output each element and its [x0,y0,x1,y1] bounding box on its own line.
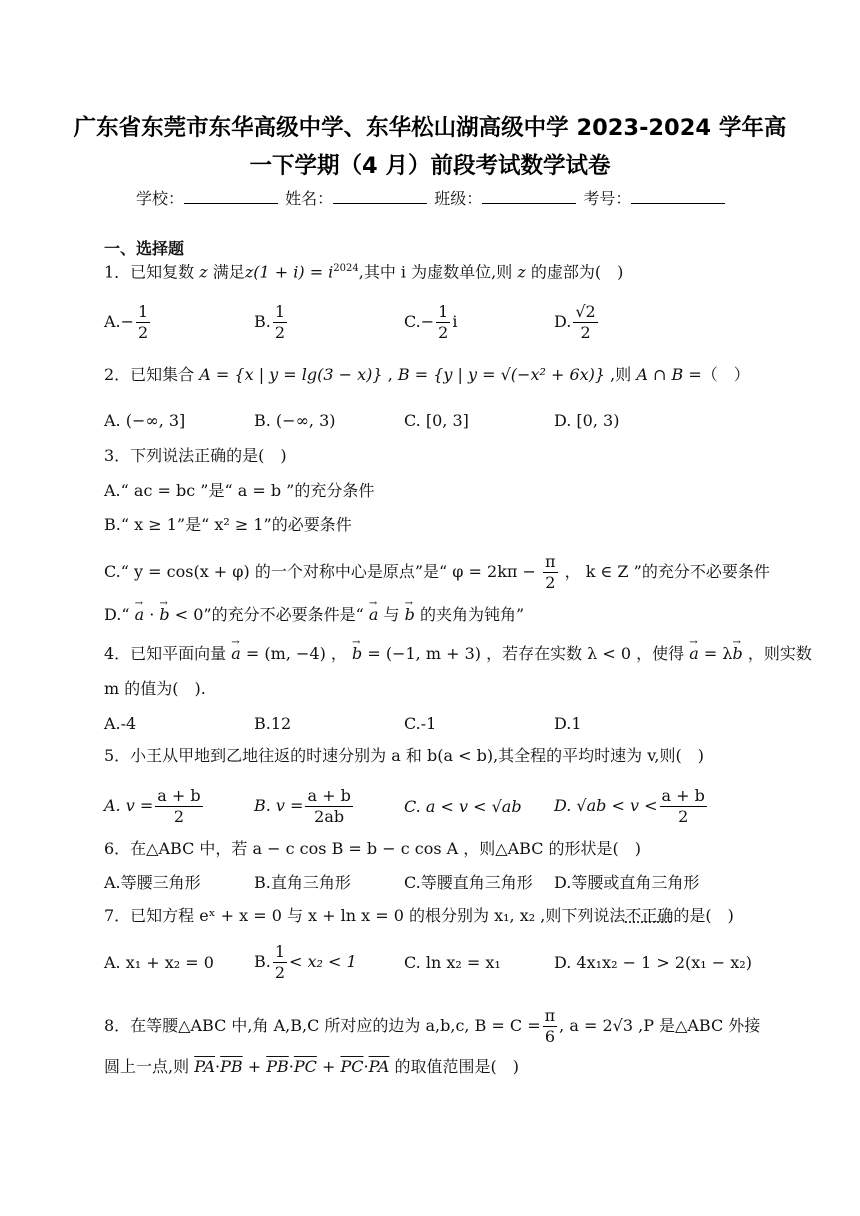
q4-text-b: = (m, −4) ， [240,644,352,663]
vector-pc: $\overline{PC}$ [293,1057,317,1076]
vector-pc: $\overline{PC}$ [340,1057,364,1076]
frac-num: a + b [307,786,351,805]
frac-den: 2 [678,807,689,826]
q2-set-a: A = {x | y = lg(3 − x)} [199,365,383,384]
q4-stem-line1 [104,643,812,665]
vector-b: → b [159,604,169,626]
q8-text-c: 圆上一点,则 [104,1057,195,1076]
q7-b-pre: B. [254,952,271,971]
q1-var-z: z [199,262,208,282]
frac-den: 2 [138,323,149,342]
q3-d-dot: · [144,605,160,624]
frac-num: a + b [661,786,705,805]
exam-title-line2: 一下学期（4 月）前段考试数学试卷 [249,153,611,179]
student-info-line [136,186,727,209]
q1-option-b[interactable] [254,302,289,343]
q1-opt-b-label: B. [254,312,271,331]
q1-expr: z(1 + i) = i [244,262,334,282]
q8-stem-line2: 圆上一点,则 $\overline{PA}\cdot\overline{PB} + \overline{PB}\cdot\overline{PC} + \overline{PC}\cdot\overline{PA}$ 的取值范围是( ) [104,1057,520,1076]
q4-text-d: = λ [698,644,733,663]
exam-title-line1: 广东省东莞市东华高级中学、东华松山湖高级中学 2023-2024 学年高 [73,115,787,141]
q3-option-c[interactable] [104,552,770,593]
q5-c-text: C. a < v < √ab [404,797,522,816]
q2-set-b: B = {y | y = √(−x² + 6x)} [397,365,606,384]
q3-option-a[interactable]: A.“ ac = bc ”是“ a = b ”的充分条件 [104,481,375,500]
q4-option-c[interactable]: C.-1 [404,714,437,733]
q4-option-a[interactable]: A.-4 [104,714,137,733]
q7-stem-a: 7．已知方程 eˣ + x = 0 与 x + ln x = 0 的根分别为 x₁, x₂ ,则下列说法 [104,906,626,925]
school-blank[interactable] [184,189,278,204]
exam-no-label: 考号： [583,189,632,208]
q7-option-b[interactable] [254,942,357,983]
q3-d-text-d: 的夹角为钝角” [414,605,525,624]
q1-stem-a: 1．已知复数 [104,262,200,282]
vector-pa: $\overline{PA}$ [368,1057,390,1076]
q7-stem-b: 的是( ) [673,906,734,925]
vector-a: → a [231,643,241,665]
frac-den: 2ab [314,807,345,826]
q2-stem [104,364,750,386]
q1-opt-b-frac [273,302,287,343]
frac-num: π [544,1006,556,1025]
q4-text-c: = (−1, m + 3) ，若存在实数 λ < 0 ，使得 [362,644,690,663]
vector-b: → b [405,604,415,626]
q1-opt-a-frac [136,302,150,343]
q5-stem: 5．小王从甲地到乙地往返的时速分别为 a 和 b(a < b),其全程的平均时速为 v,则( ) [104,746,704,765]
q1-opt-d-frac [573,302,597,343]
q8-frac [543,1006,558,1047]
q1-option-d[interactable] [554,302,600,343]
q1-opt-d-label: D. [554,312,572,331]
q1-opt-a-sign: − [120,312,135,331]
q7-b-post: < x₂ < 1 [289,952,357,971]
q1-stem-b: 满足 [207,262,245,282]
q7-option-a[interactable]: A. x₁ + x₂ = 0 [104,953,214,972]
q6-option-d[interactable]: D.等腰或直角三角形 [554,873,700,892]
q2-option-d[interactable]: D. [0, 3) [554,411,620,430]
q5-a-frac [155,786,202,827]
q2-option-b[interactable]: B. (−∞, 3) [254,411,336,430]
q5-option-c[interactable] [404,796,522,818]
frac-den: 2 [545,573,556,592]
frac-num: 1 [274,302,286,321]
q5-d-frac [660,786,707,827]
q1-opt-c-i: i [452,312,458,331]
q1-option-a[interactable] [104,302,152,343]
q8-text-d: 的取值范围是( ) [389,1057,520,1076]
q1-stem [104,258,623,283]
exam-no-blank[interactable] [631,189,725,204]
q2-intersection: A ∩ B = [636,365,702,384]
frac-den: 2 [274,323,286,342]
q3-stem: 3．下列说法正确的是( ) [104,446,287,465]
class-label: 班级： [434,189,483,208]
q2-option-c[interactable]: C. [0, 3] [404,411,469,430]
q8-text-b: , a = 2√3 ,P 是△ABC 外接 [559,1016,761,1035]
class-blank[interactable] [482,189,576,204]
q5-a-pre: A. v = [104,796,154,815]
vector-a: → a [135,604,145,626]
frac-num: π [545,552,556,571]
q7-emphasis: 不正确 [625,906,674,925]
frac-den: 2 [438,323,449,342]
school-label: 学校： [136,189,185,208]
q5-b-frac [305,786,352,827]
frac-num: 1 [438,302,449,321]
q6-option-c[interactable]: C.等腰直角三角形 [404,873,533,892]
q6-stem: 6．在△ABC 中，若 a − c cos B = b − c cos A ，则△ABC 的形状是( ) [104,839,642,858]
q5-option-d[interactable] [554,786,709,827]
q7-option-d[interactable]: D. 4x₁x₂ − 1 > 2(x₁ − x₂) [554,953,752,972]
q7-stem [104,905,734,927]
q2-stem-b: ,则 [605,365,637,384]
q2-option-a[interactable]: A. (−∞, 3] [104,411,186,430]
q3-c-frac [543,552,558,593]
frac-den: 2 [173,807,185,826]
frac-num: a + b [157,786,201,805]
q3-option-b[interactable]: B.“ x ≥ 1”是“ x² ≥ 1”的必要条件 [104,515,352,534]
q5-option-a[interactable] [104,786,205,827]
name-label: 姓名： [285,189,334,208]
frac-den: 2 [274,963,286,982]
q1-opt-c-label: C. [404,312,421,331]
q6-option-b[interactable]: B.直角三角形 [254,873,351,892]
q4-stem-line2: m 的值为( ). [104,679,206,698]
q2-sep: , [382,365,398,384]
q1-opt-c-sign: − [420,312,435,331]
q3-d-text-c: 与 [378,605,405,624]
frac-den: 2 [580,323,591,342]
q3-option-d[interactable] [104,604,524,626]
q2-stem-c: （ ） [701,365,750,384]
q4-option-b[interactable]: B.12 [254,714,292,733]
frac-num: √2 [575,302,596,321]
q3-c-text-b: ， k ∈ Z ”的充分不必要条件 [559,562,770,581]
vector-pb: $\overline{PB}$ [266,1057,289,1076]
q5-b-pre: B. v = [254,796,304,815]
q1-stem-c: ,其中 i 为虚数单位,则 [358,262,518,282]
q1-exp: 2024 [333,263,359,274]
q3-d-text-b: < 0”的充分不必要条件是“ [169,605,369,624]
q2-stem-a: 2．已知集合 [104,365,200,384]
q3-c-text-a: C.“ y = cos(x + φ) 的一个对称中心是原点”是“ φ = 2kπ − [104,562,542,581]
q8-text-a: 8．在等腰△ABC 中,角 A,B,C 所对应的边为 a,b,c, B = C = [104,1016,541,1035]
q3-d-text-a: D.“ [104,605,135,624]
q6-option-a[interactable]: A.等腰三角形 [104,873,201,892]
frac-num: 1 [138,302,149,321]
q5-option-b[interactable] [254,786,355,827]
vector-b: → b [352,643,362,665]
vector-pb: $\overline{PB}$ [220,1057,243,1076]
vector-a: → a [369,604,379,626]
vector-b: → b [733,643,743,665]
q7-b-frac [273,942,287,983]
q1-option-c[interactable] [404,302,457,343]
vector-a: → a [689,643,699,665]
q1-var-z2: z [517,262,526,282]
q1-stem-d: 的虚部为( ) [525,262,624,282]
vector-pa: $\overline{PA}$ [194,1057,216,1076]
q4-text-e: ，则实数 [742,644,812,663]
q8-stem-line1 [104,1006,760,1047]
q7-option-c[interactable]: C. ln x₂ = x₁ [404,953,501,972]
q5-d-pre: D. √ab < v < [554,796,658,815]
q4-text-a: 4．已知平面向量 [104,644,232,663]
frac-num: 1 [274,942,286,961]
q1-opt-c-frac [436,302,450,343]
section-heading: 一、选择题 [104,239,185,258]
name-blank[interactable] [333,189,427,204]
frac-den: 6 [544,1027,555,1046]
q4-option-d[interactable]: D.1 [554,714,582,733]
q1-opt-a-label: A. [104,312,121,331]
